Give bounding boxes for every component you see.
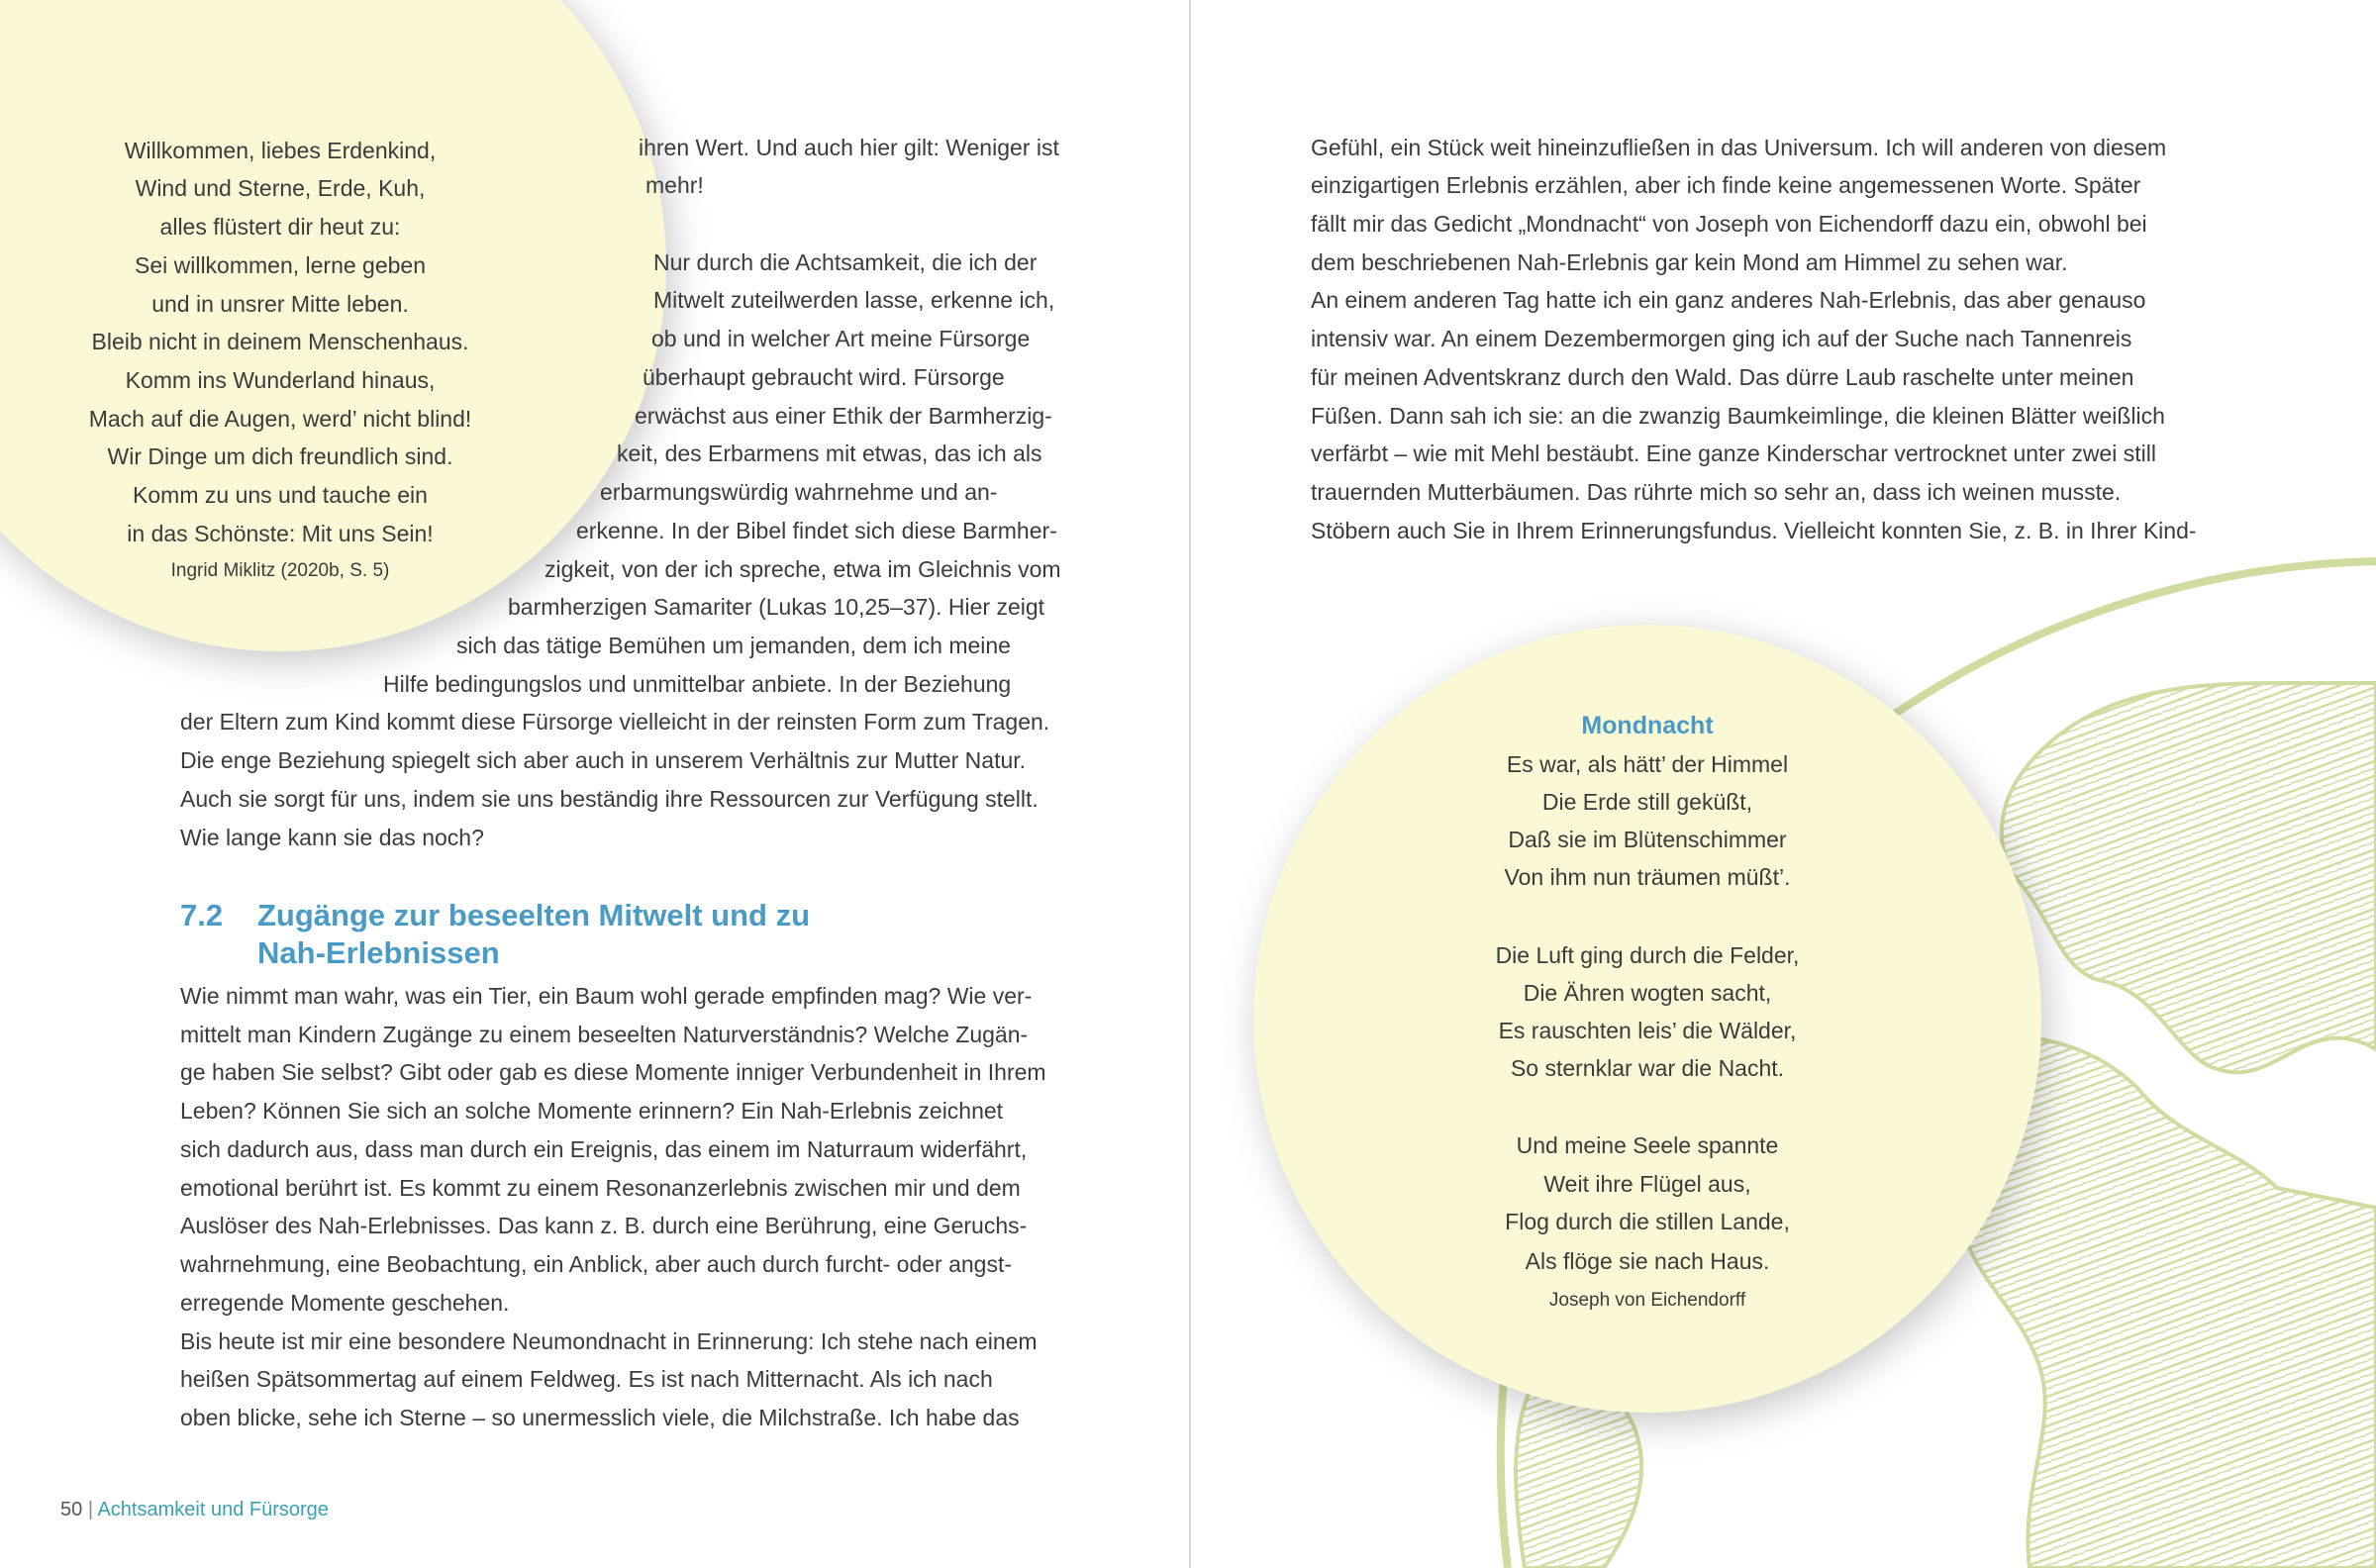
page-gutter-divider (1189, 0, 1191, 1568)
body-text-line: Wie lange kann sie das noch? (180, 824, 484, 850)
body-text-line: ge haben Sie selbst? Gibt oder gab es diese Momente inniger Verbundenheit in Ihrem (180, 1059, 1046, 1086)
body-text-line: keit, des Erbarmens mit etwas, das ich als (617, 441, 1042, 467)
poem-line: und in unsrer Mitte leben. (151, 290, 409, 317)
poem-line: Von ihm nun träumen müßt’. (1504, 864, 1791, 891)
body-text-line: Nur durch die Achtsamkeit, die ich der (653, 248, 1038, 275)
body-text-line: sich das tätige Bemühen um jemanden, dem ich meine (456, 632, 1011, 658)
poem-title: Mondnacht (1581, 712, 1714, 739)
poem-citation: Ingrid Miklitz (2020b, S. 5) (170, 560, 390, 581)
poem-line: Bleib nicht in deinem Menschenhaus. (91, 329, 469, 355)
poem-line: Wind und Sterne, Erde, Kuh, (135, 175, 426, 202)
section-heading-line1: Zugänge zur beseelten Mitwelt und zu (257, 898, 811, 932)
body-text-line: fällt mir das Gedicht „Mondnacht“ von Joseph von Eichendorff dazu ein, obwohl bei (1311, 210, 2147, 237)
body-text-line: trauernden Mutterbäumen. Das rührte mich so sehr an, dass ich weinen musste. (1311, 479, 2122, 506)
poem-line: Mach auf die Augen, werd’ nicht blind! (88, 405, 472, 432)
body-text-line: Füßen. Dann sah ich sie: an die zwanzig Baumkeimlinge, die kleinen Blätter weißlich (1311, 402, 2165, 429)
body-text-line: erkenne. In der Bibel findet sich diese Barmher- (576, 517, 1057, 543)
poem-line: Willkommen, liebes Erdenkind, (124, 137, 437, 163)
poem-line: Komm ins Wunderland hinaus, (125, 366, 436, 393)
body-text-line: mehr! (645, 172, 704, 199)
section-heading-line2: Nah-Erlebnissen (257, 935, 500, 970)
body-text-line: oben blicke, sehe ich Sterne – so unermesslich viele, die Milchstraße. Ich habe das (180, 1405, 1020, 1431)
poem-line: Und meine Seele spannte (1516, 1132, 1779, 1159)
body-text-line: mittelt man Kindern Zugänge zu einem beseelten Naturverständnis? Welche Zugän- (180, 1021, 1029, 1047)
body-text-line: barmherzigen Samariter (Lukas 10,25–37). Hier zeigt (508, 594, 1045, 621)
body-text-line: Die enge Beziehung spiegelt sich aber auch in unserem Verhältnis zur Mutter Natur. (180, 747, 1027, 774)
body-text-line: sich dadurch aus, dass man durch ein Ereignis, das einem im Naturraum widerfährt, (180, 1135, 1028, 1162)
poem-line: Die Erde still geküßt, (1541, 788, 1753, 815)
poem-line: Sei willkommen, lerne geben (134, 251, 427, 278)
footer-separator: | (87, 1499, 94, 1520)
poem-line: Flog durch die stillen Lande, (1505, 1208, 1790, 1234)
body-text-line: für meinen Adventskranz durch den Wald. Das dürre Laub raschelte unter meinen (1311, 363, 2134, 390)
body-text-line: erwächst aus einer Ethik der Barmherzig- (635, 402, 1052, 429)
poem-line: Als flöge sie nach Haus. (1525, 1247, 1770, 1274)
page-number: 50 (60, 1499, 83, 1520)
body-text-line: Leben? Können Sie sich an solche Momente erinnern? Ein Nah-Erlebnis zeichnet (180, 1098, 1004, 1125)
poem-line: Daß sie im Blütenschimmer (1508, 827, 1787, 853)
body-text-line: einzigartigen Erlebnis erzählen, aber ich finde keine angemessenen Worte. Später (1311, 172, 2141, 199)
poem-line: in das Schönste: Mit uns Sein! (127, 520, 434, 546)
poem-line: Es war, als hätt’ der Himmel (1506, 750, 1789, 777)
running-chapter-title: Achtsamkeit und Fürsorge (97, 1499, 329, 1520)
poem-citation: Joseph von Eichendorff (1548, 1289, 1746, 1311)
body-text-line: erregende Momente geschehen. (180, 1289, 510, 1316)
body-text-line: Bis heute ist mir eine besondere Neumondnacht in Erinnerung: Ich stehe nach einem (180, 1327, 1038, 1354)
body-text-line: dem beschriebenen Nah-Erlebnis gar kein Mond am Himmel zu sehen war. (1311, 248, 2068, 275)
body-text-line: der Eltern zum Kind kommt diese Fürsorge vielleicht in der reinsten Form zum Tragen. (180, 709, 1050, 735)
body-text-line: Auslöser des Nah-Erlebnisses. Das kann z. B. durch eine Berührung, eine Geruchs- (180, 1213, 1028, 1239)
poem-line: Komm zu uns und tauche ein (133, 482, 428, 509)
body-text-line: Hilfe bedingungslos und unmittelbar anbiete. In der Beziehung (383, 670, 1012, 697)
body-text-line: überhaupt gebraucht wird. Fürsorge (643, 363, 1005, 390)
body-text-line: Gefühl, ein Stück weit hineinzufließen in das Universum. Ich will anderen von diesem (1311, 134, 2167, 160)
poem-line: Wir Dinge um dich freundlich sind. (107, 443, 453, 470)
body-text-line: An einem anderen Tag hatte ich ein ganz anderes Nah-Erlebnis, das aber genauso (1311, 287, 2146, 314)
body-text-line: Auch sie sorgt für uns, indem sie uns beständig ihre Ressourcen zur Verfügung stellt. (180, 785, 1039, 812)
poem-line: alles flüstert dir heut zu: (159, 214, 401, 241)
body-text-line: ihren Wert. Und auch hier gilt: Weniger ist (639, 134, 1059, 160)
body-text-line: intensiv war. An einem Dezembermorgen ging ich auf der Suche nach Tannenreis (1311, 326, 2132, 352)
body-text-line: ob und in welcher Art meine Fürsorge (651, 326, 1031, 352)
body-text-line: heißen Spätsommertag auf einem Feldweg. Es ist nach Mitternacht. Als ich nach (180, 1366, 993, 1393)
poem-line: Es rauschten leis’ die Wälder, (1498, 1018, 1797, 1044)
poem-line: So sternklar war die Nacht. (1510, 1055, 1785, 1082)
body-text-line: Mitwelt zuteilwerden lasse, erkenne ich, (653, 287, 1055, 314)
page-footer (60, 1499, 329, 1521)
body-text-line: verfärbt – wie mit Mehl bestäubt. Eine ganze Kinderschar vertrocknet unter zwei still (1311, 441, 2156, 467)
poem-line: Die Luft ging durch die Felder, (1495, 941, 1800, 968)
poem-line: Weit ihre Flügel aus, (1543, 1170, 1751, 1197)
body-text-line: erbarmungswürdig wahrnehme und an- (600, 479, 998, 506)
body-text-line: wahrnehmung, eine Beobachtung, ein Anblick, aber auch durch furcht- oder angst- (180, 1251, 1013, 1278)
poem-line: Die Ähren wogten sacht, (1523, 979, 1772, 1006)
body-text-line: Stöbern auch Sie in Ihrem Erinnerungsfundus. Vielleicht konnten Sie, z. B. in Ihrer Kind- (1311, 517, 2197, 543)
section-number: 7.2 (180, 898, 224, 932)
body-text-line: emotional berührt ist. Es kommt zu einem Resonanzerlebnis zwischen mir und dem (180, 1174, 1021, 1201)
body-text-line: zigkeit, von der ich spreche, etwa im Gleichnis vom (544, 555, 1061, 582)
body-text-line: Wie nimmt man wahr, was ein Tier, ein Baum wohl gerade empfinden mag? Wie ver- (180, 983, 1033, 1009)
